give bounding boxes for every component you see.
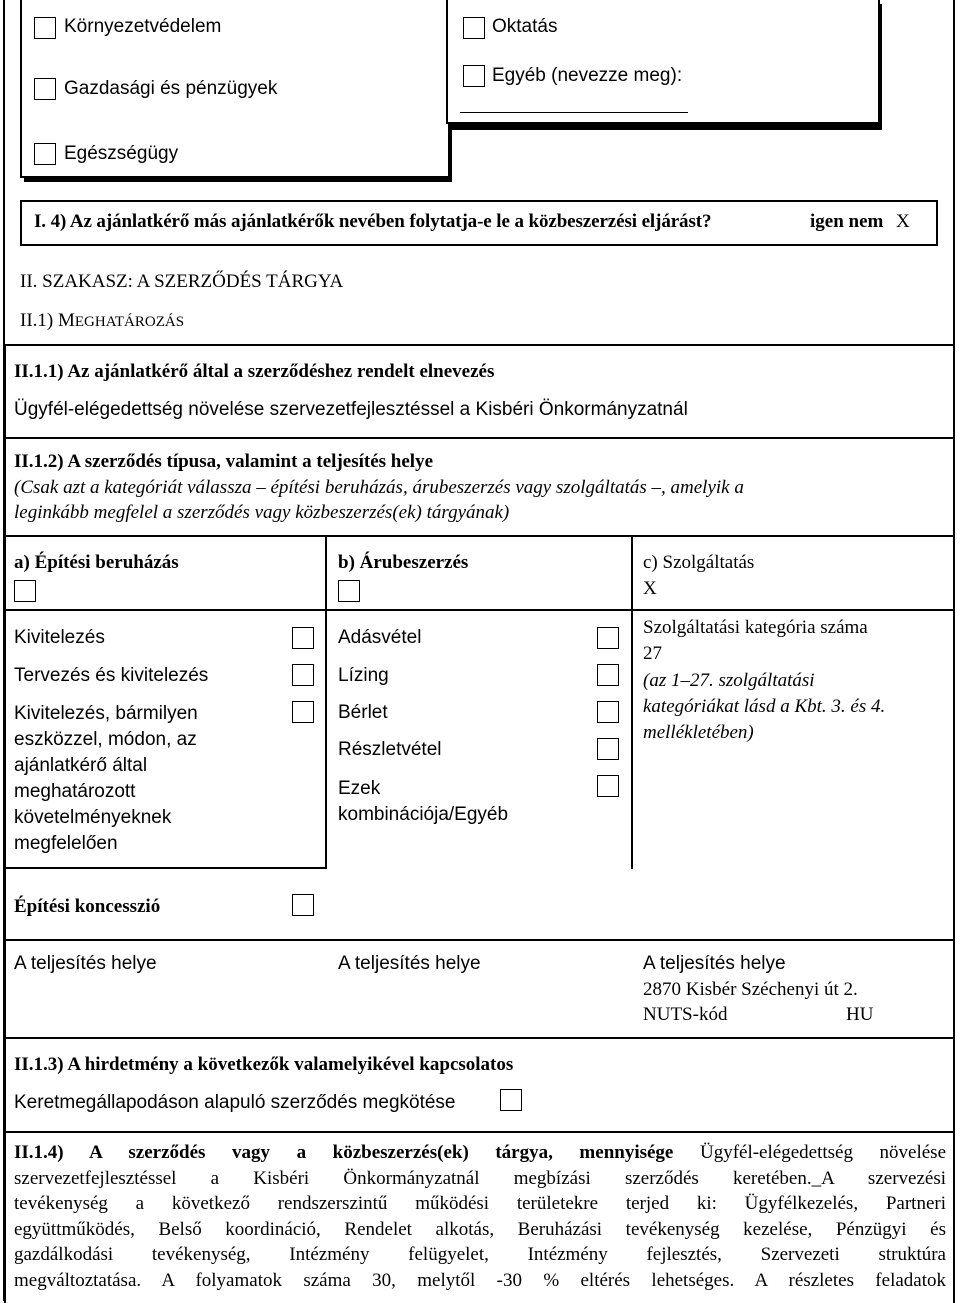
a-item-3-line: követelményeknek (14, 807, 172, 828)
nuts-label: NUTS-kód (643, 1004, 728, 1025)
col-c-header: c) Szolgáltatás (643, 552, 755, 573)
b-item-berlet-checkbox[interactable] (597, 701, 619, 723)
col-a-bottom (4, 867, 327, 869)
s212-note-2: leginkább megfelel a szerződés vagy közbeszerzés(ek) tárgyának) (14, 502, 510, 523)
checkbox-health[interactable] (34, 143, 56, 165)
col-a-header: a) Építési beruházás (14, 552, 179, 573)
section2-title: II. SZAKASZ: A SZERZŐDÉS TÁRGYA (20, 271, 344, 292)
a-item-3 (14, 701, 198, 857)
q4-mark: X (896, 211, 910, 232)
a-item-3-line: meghatározott (14, 781, 136, 802)
b-item-5 (338, 776, 508, 828)
label-other: Egyéb (nevezze meg): (492, 65, 683, 86)
checkbox-edu[interactable] (463, 17, 485, 39)
c-cat-value: 27 (643, 643, 662, 664)
a-item-3-checkbox[interactable] (292, 701, 314, 723)
col-c-underline (631, 609, 953, 611)
c-note-line: mellékletében) (643, 722, 754, 743)
s213-item-checkbox[interactable] (500, 1089, 522, 1111)
s212-heading: II.1.2) A szerződés típusa, valamint a teljesítés helye (14, 451, 434, 472)
divider-5 (4, 1131, 953, 1133)
s214-heading: II.1.4) A szerződés vagy a közbeszerzés(ek) tárgya, mennyisége (14, 1142, 674, 1163)
place-c-label: A teljesítés helye (643, 953, 786, 974)
place-c-address: 2870 Kisbér Széchenyi út 2. (643, 979, 858, 1000)
col-b-checkbox[interactable] (338, 580, 360, 602)
a-item-3-line: ajánlatkérő által (14, 755, 148, 776)
s212-note-1: (Csak azt a kategóriát válassza – építési beruházás, árubeszerzés vagy szolgáltatás –, amelyik a (14, 477, 744, 498)
s213-item: Keretmegállapodáson alapuló szerződés megkötése (14, 1092, 456, 1113)
a-item-3-line: megfelelően (14, 833, 118, 854)
place-b-label: A teljesítés helye (338, 953, 481, 974)
a-item-3-line: eszközzel, módon, az (14, 729, 197, 750)
s213-heading: II.1.3) A hirdetmény a következők valamelyikével kapcsolatos (14, 1054, 514, 1075)
b-item-reszletvetel: Részletvétel (338, 739, 442, 760)
checkbox-econ[interactable] (34, 78, 56, 100)
a-item-tervezes: Tervezés és kivitelezés (14, 665, 209, 686)
a-item-3-line: Kivitelezés, bármilyen (14, 703, 198, 724)
divider-4 (4, 1037, 953, 1039)
checkbox-other[interactable] (463, 65, 485, 87)
c-note (643, 668, 885, 746)
b-item-lizing-checkbox[interactable] (597, 664, 619, 686)
section2-sub-rest: EGHATÁROZÁS (74, 314, 185, 330)
col-b-underline (325, 609, 633, 611)
b-item-adasvetel: Adásvétel (338, 627, 422, 648)
other-input-line[interactable] (460, 112, 688, 113)
c-note-line: (az 1–27. szolgáltatási (643, 670, 815, 691)
a-item-kivitelezes-checkbox[interactable] (292, 627, 314, 649)
b-item-5-checkbox[interactable] (597, 775, 619, 797)
label-edu: Oktatás (492, 16, 558, 37)
b-item-lizing: Lízing (338, 665, 389, 686)
a-item-kivitelezes: Kivitelezés (14, 627, 105, 648)
checkbox-env[interactable] (34, 17, 56, 39)
col-divider-2 (631, 537, 633, 869)
s214-line: tevékenység a következő rendszerszintű működési területekre terjed ki: Ügyfélkezelés, Partneri (14, 1193, 946, 1214)
concession-label: Építési koncesszió (14, 896, 161, 917)
col-c-mark: X (643, 578, 657, 599)
divider-3 (4, 939, 953, 941)
label-env: Környezetvédelem (64, 16, 222, 37)
s214-paragraph (14, 1140, 946, 1293)
q4-question: I. 4) Az ajánlatkérő más ajánlatkérők nevében folytatja-e le a közbeszerzési eljárást? (34, 211, 712, 232)
label-econ: Gazdasági és pénzügyek (64, 78, 278, 99)
s214-line (14, 1140, 946, 1166)
b-item-berlet: Bérlet (338, 702, 388, 723)
section2-sub-prefix: II.1) M (20, 310, 75, 331)
label-health: Egészségügy (64, 143, 179, 164)
s214-line: együttműködés, Belső koordináció, Rendelet alkotás, Beruházási tevékenység kezelése, Pénzügyi és (14, 1218, 946, 1240)
col-divider-1 (325, 537, 327, 869)
s214-line1-rest: Ügyfél-elégedettség növelése (699, 1142, 947, 1163)
nuts-value: HU (846, 1004, 874, 1025)
c-note-line: kategóriákat lásd a Kbt. 3. és 4. (643, 696, 886, 717)
concession-checkbox[interactable] (292, 894, 314, 916)
s214-line: szervezetfejlesztéssel a Kisbéri Önkormányzatnál megbízási szerződés keretében._A szervezési (14, 1167, 946, 1189)
s214-line: megváltoztatása. A folyamatok száma 30, melytől -30 % eltérés lehetséges. A részletes feladatok (14, 1269, 946, 1291)
s211-value: Ügyfél-elégedettség növelése szervezetfejlesztéssel a Kisbéri Önkormányzatnál (14, 399, 688, 420)
q4-answer: igen nem (810, 211, 884, 232)
b-item-5-line: kombinációja/Egyéb (338, 804, 509, 825)
b-item-reszletvetel-checkbox[interactable] (597, 738, 619, 760)
s211-heading: II.1.1) Az ajánlatkérő által a szerződéshez rendelt elnevezés (14, 361, 495, 382)
section2-subtitle (20, 310, 184, 332)
c-cat-label: Szolgáltatási kategória száma (643, 617, 868, 638)
a-item-tervezes-checkbox[interactable] (292, 664, 314, 686)
b-item-adasvetel-checkbox[interactable] (597, 627, 619, 649)
divider-2 (4, 535, 953, 537)
b-item-5-line: Ezek (338, 778, 381, 799)
divider-1 (4, 437, 953, 439)
col-b-header: b) Árubeszerzés (338, 552, 469, 573)
col-a-checkbox[interactable] (14, 580, 36, 602)
place-a-label: A teljesítés helye (14, 953, 157, 974)
col-a-underline (4, 609, 327, 611)
s214-line: gazdálkodási tevékenység, Intézmény felügyelet, Intézmény fejlesztés, Szervezeti struktúra (14, 1244, 946, 1265)
